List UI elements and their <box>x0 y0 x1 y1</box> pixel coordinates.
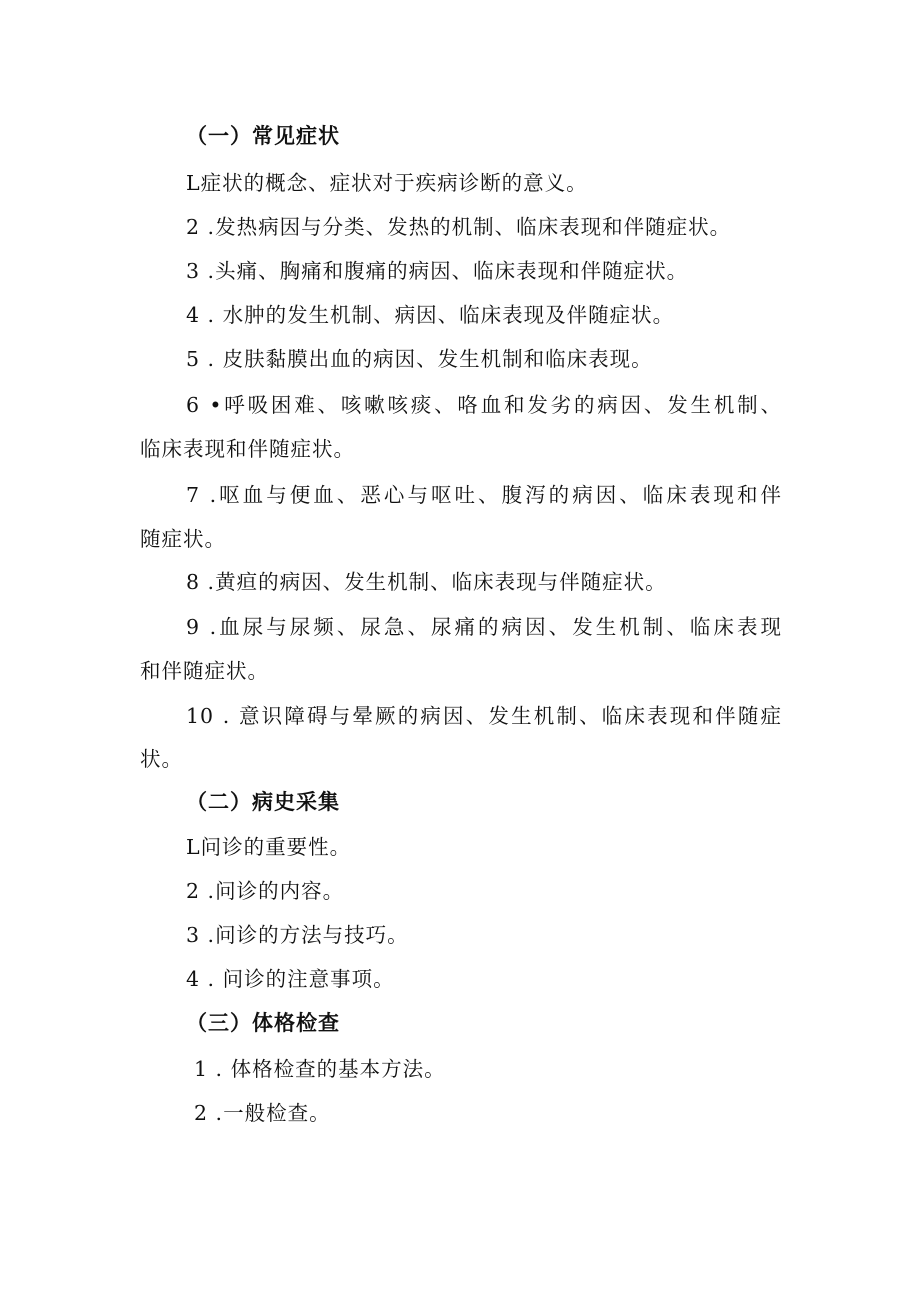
list-item: 2 .一般检查。 <box>194 1101 331 1125</box>
list-item: 8 .黄疸的病因、发生机制、临床表现与伴随症状。 <box>186 570 667 594</box>
list-item-continuation: 随症状。 <box>140 527 226 551</box>
list-item: 1 . 体格检查的基本方法。 <box>194 1057 446 1081</box>
list-item-continuation: 和伴随症状。 <box>140 659 269 683</box>
list-item: 4 . 问诊的注意事项。 <box>186 967 395 991</box>
list-item: 2 .问诊的内容。 <box>186 879 345 903</box>
list-item-continuation: 状。 <box>140 747 183 771</box>
list-item: 2 .发热病因与分类、发热的机制、临床表现和伴随症状。 <box>186 215 732 239</box>
section-heading-symptoms: （一）常见症状 <box>186 123 340 148</box>
list-item: 4 . 水肿的发生机制、病因、临床表现及伴随症状。 <box>186 303 675 327</box>
list-item: L问诊的重要性。 <box>186 835 352 859</box>
section-heading-exam: （三）体格检查 <box>186 1010 340 1035</box>
section-heading-history: （二）病史采集 <box>186 789 340 814</box>
list-item: 3 .头痛、胸痛和腹痛的病因、临床表现和伴随症状。 <box>186 259 689 283</box>
list-item: 5 . 皮肤黏膜出血的病因、发生机制和临床表现。 <box>186 347 653 371</box>
list-item: 10 . 意识障碍与晕厥的病因、发生机制、临床表现和伴随症 <box>186 704 782 728</box>
list-item: 7 .呕血与便血、恶心与呕吐、腹泻的病因、临床表现和伴 <box>186 483 782 507</box>
list-item: 6 •呼吸困难、咳嗽咳痰、咯血和发劣的病因、发生机制、 <box>186 393 782 417</box>
list-item: L症状的概念、症状对于疾病诊断的意义。 <box>186 171 588 195</box>
list-item: 3 .问诊的方法与技巧。 <box>186 923 409 947</box>
list-item: 9 .血尿与尿频、尿急、尿痛的病因、发生机制、临床表现 <box>186 615 782 639</box>
list-item-continuation: 临床表现和伴随症状。 <box>140 437 355 461</box>
